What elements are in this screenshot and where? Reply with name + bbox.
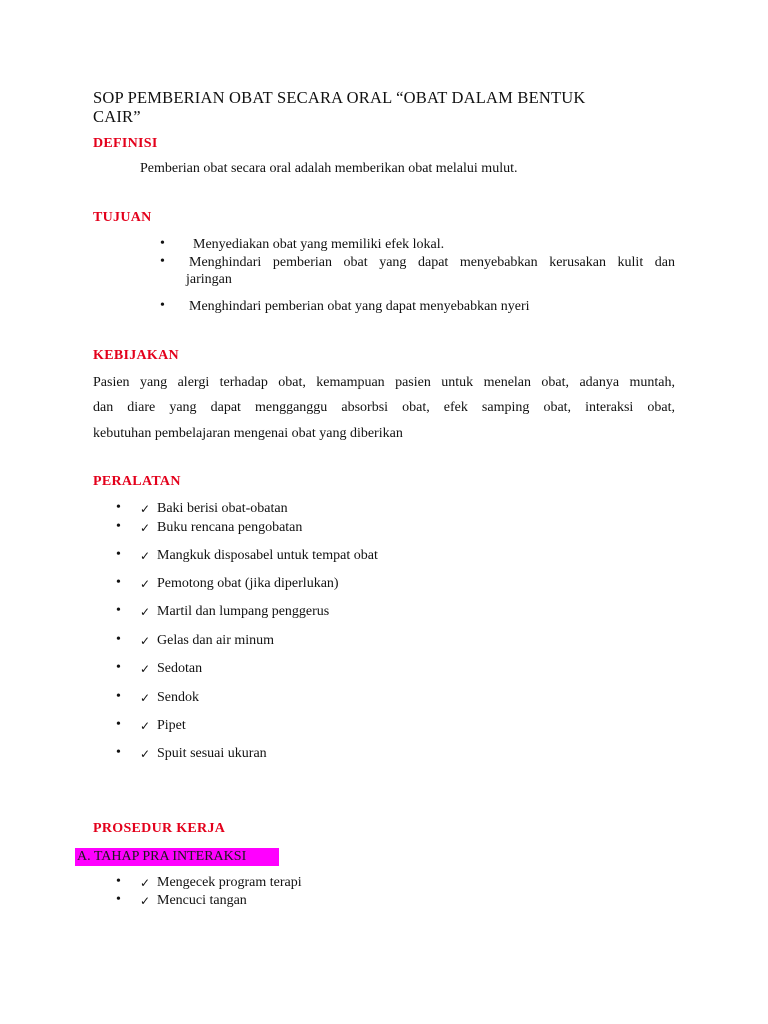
tujuan-item-continuation: jaringan xyxy=(186,272,232,287)
checklist-item: Mencuci tangan xyxy=(157,893,247,908)
checkmark-icon: ✓ xyxy=(140,549,151,563)
bullet-marker: • xyxy=(116,892,121,907)
definisi-heading: DEFINISI xyxy=(93,136,158,151)
bullet-marker: • xyxy=(116,575,121,590)
checkmark-icon: ✓ xyxy=(140,747,151,761)
tujuan-item: Menghindari pemberian obat yang dapat menyebabkan kerusakan kulit dan xyxy=(189,255,675,270)
kebijakan-line: kebutuhan pembelajaran mengenai obat yang diberikan xyxy=(93,426,403,441)
definisi-text: Pemberian obat secara oral adalah memberikan obat melalui mulut. xyxy=(140,161,518,176)
checkmark-icon: ✓ xyxy=(140,521,151,535)
bullet-marker: • xyxy=(116,660,121,675)
checklist-item: Buku rencana pengobatan xyxy=(157,520,303,535)
kebijakan-heading: KEBIJAKAN xyxy=(93,348,179,363)
checklist-item: Sendok xyxy=(157,690,199,705)
checkmark-icon: ✓ xyxy=(140,719,151,733)
bullet-marker: • xyxy=(160,236,165,251)
kebijakan-line: dan diare yang dapat mengganggu absorbsi obat, efek samping obat, interaksi obat, xyxy=(93,400,675,415)
bullet-marker: • xyxy=(160,254,165,269)
bullet-marker: • xyxy=(116,500,121,515)
bullet-marker: • xyxy=(116,519,121,534)
bullet-marker: • xyxy=(116,717,121,732)
checklist-item: Baki berisi obat-obatan xyxy=(157,501,288,516)
bullet-marker: • xyxy=(116,874,121,889)
tujuan-item: Menghindari pemberian obat yang dapat menyebabkan nyeri xyxy=(189,299,530,314)
bullet-marker: • xyxy=(160,298,165,313)
bullet-marker: • xyxy=(116,603,121,618)
bullet-marker: • xyxy=(116,632,121,647)
bullet-marker: • xyxy=(116,745,121,760)
checklist-item: Spuit sesuai ukuran xyxy=(157,746,267,761)
checkmark-icon: ✓ xyxy=(140,577,151,591)
checklist-item: Pipet xyxy=(157,718,186,733)
checkmark-icon: ✓ xyxy=(140,605,151,619)
document-title-line1: SOP PEMBERIAN OBAT SECARA ORAL “OBAT DALAM BENTUK xyxy=(93,88,586,107)
checklist-item: Mangkuk disposabel untuk tempat obat xyxy=(157,548,378,563)
checklist-item: Mengecek program terapi xyxy=(157,875,302,890)
checkmark-icon: ✓ xyxy=(140,876,151,890)
bullet-marker: • xyxy=(116,547,121,562)
section-a-title: A. TAHAP PRA INTERAKSI xyxy=(77,849,247,864)
checklist-item: Sedotan xyxy=(157,661,203,676)
bullet-marker: • xyxy=(116,689,121,704)
checkmark-icon: ✓ xyxy=(140,634,151,648)
checkmark-icon: ✓ xyxy=(140,502,151,516)
peralatan-heading: PERALATAN xyxy=(93,474,181,489)
checkmark-icon: ✓ xyxy=(140,691,151,705)
checklist-item: Gelas dan air minum xyxy=(157,633,275,648)
checklist-item: Pemotong obat (jika diperlukan) xyxy=(157,576,339,591)
tujuan-item: Menyediakan obat yang memiliki efek lokal. xyxy=(193,237,445,252)
document-title-line2: CAIR” xyxy=(93,107,141,126)
checkmark-icon: ✓ xyxy=(140,662,151,676)
checklist-item: Martil dan lumpang penggerus xyxy=(157,604,330,619)
checkmark-icon: ✓ xyxy=(140,894,151,908)
kebijakan-line: Pasien yang alergi terhadap obat, kemampuan pasien untuk menelan obat, adanya muntah, xyxy=(93,375,675,390)
prosedur-heading: PROSEDUR KERJA xyxy=(93,821,226,836)
tujuan-heading: TUJUAN xyxy=(93,210,152,225)
